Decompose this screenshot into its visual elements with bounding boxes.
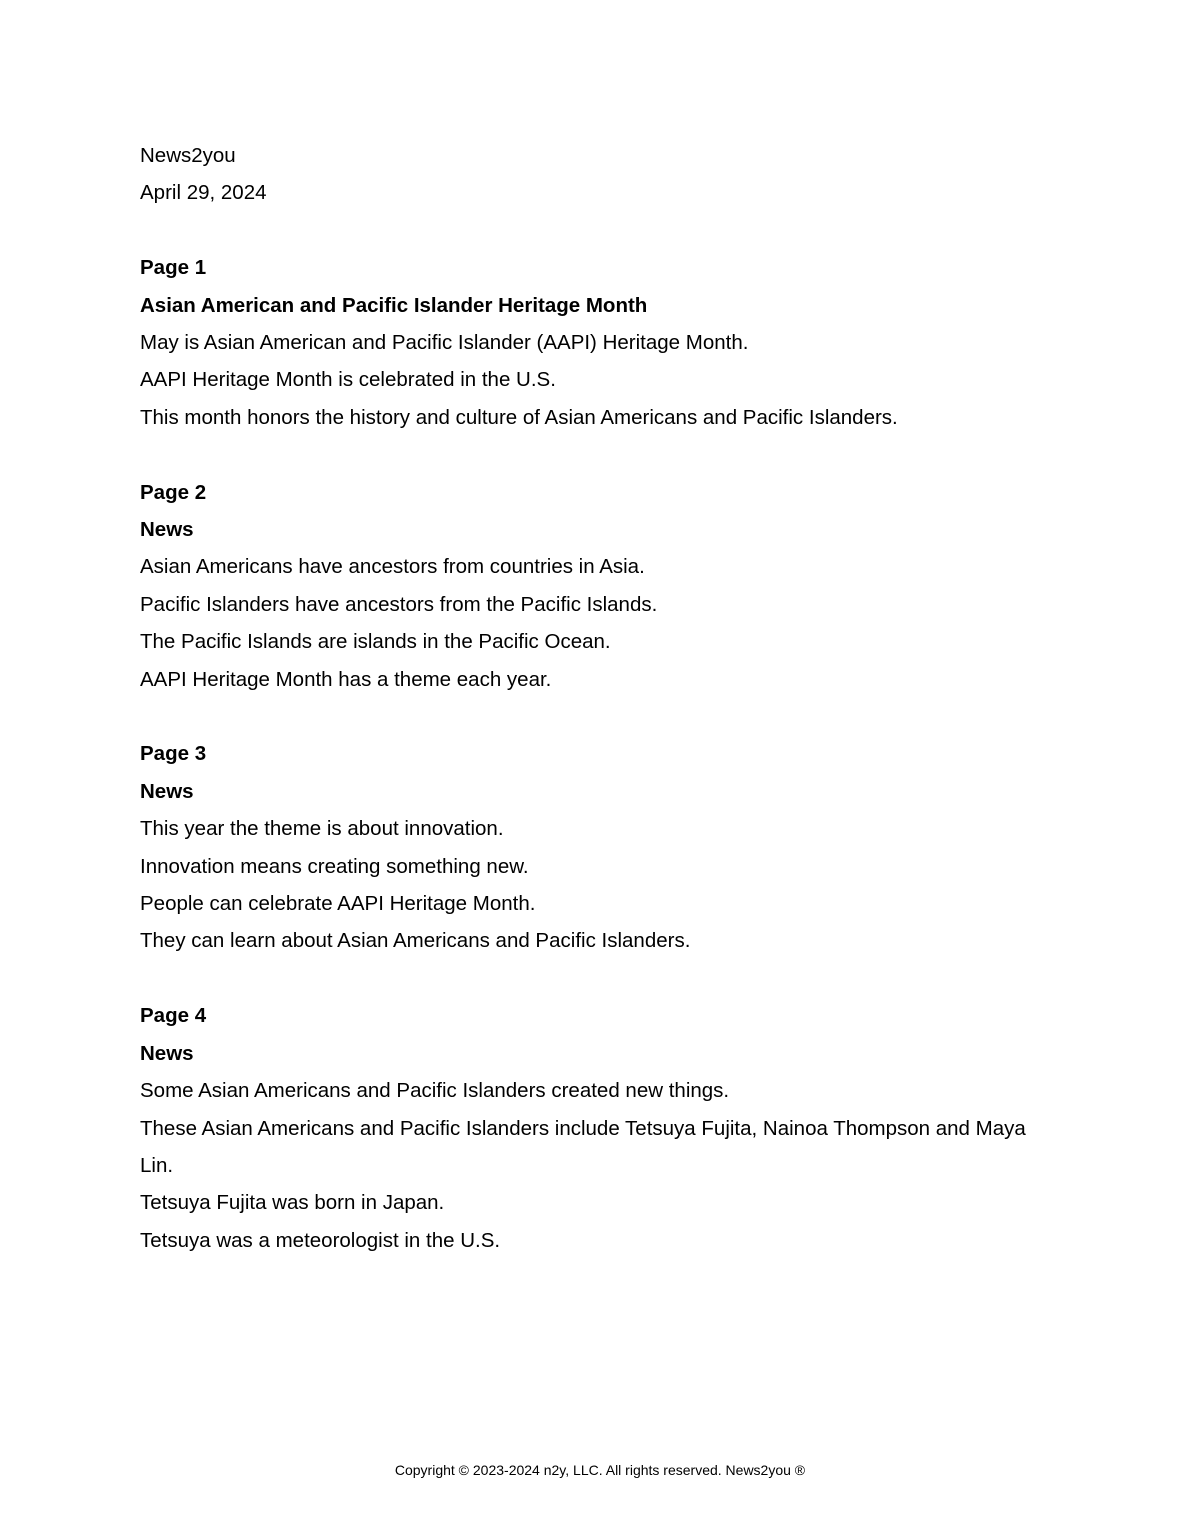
body-line: This year the theme is about innovation. [140, 817, 504, 841]
spacer [140, 698, 1060, 735]
section-page-1 [140, 249, 1060, 436]
publication-name: News2you [140, 144, 236, 167]
publication-date: April 29, 2024 [140, 181, 267, 205]
body-line: AAPI Heritage Month is celebrated in the U.S. [140, 368, 556, 392]
body-line: Some Asian Americans and Pacific Islanders created new things. [140, 1079, 730, 1103]
body-line: Tetsuya Fujita was born in Japan. [140, 1191, 445, 1215]
copyright-footer: Copyright © 2023-2024 n2y, LLC. All rights reserved. News2you ® [394, 1462, 806, 1478]
body-line: People can celebrate AAPI Heritage Month. [140, 892, 536, 916]
body-line: They can learn about Asian Americans and Pacific Islanders. [140, 929, 691, 953]
page-label: Page 1 [140, 256, 207, 280]
body-line: Tetsuya was a meteorologist in the U.S. [140, 1228, 501, 1252]
section-heading: News [140, 518, 194, 542]
section-heading: News [140, 1041, 194, 1065]
page-label: Page 3 [140, 742, 207, 766]
section-page-2 [140, 474, 1060, 698]
body-line: May is Asian American and Pacific Islander (AAPI) Heritage Month. [140, 331, 749, 355]
body-line: These Asian Americans and Pacific Islanders include Tetsuya Fujita, Nainoa Thompson and Maya Lin. [140, 1116, 1026, 1177]
page-label: Page 2 [140, 480, 207, 504]
page-label: Page 4 [140, 1004, 207, 1028]
body-line: AAPI Heritage Month has a theme each year. [140, 667, 552, 691]
body-line: Innovation means creating something new. [140, 854, 529, 878]
section-heading: News [140, 779, 194, 803]
spacer [140, 436, 1060, 473]
spacer [140, 960, 1060, 997]
body-line: Pacific Islanders have ancestors from the Pacific Islands. [140, 592, 658, 616]
spacer [140, 212, 1060, 249]
body-line: The Pacific Islands are islands in the Pacific Ocean. [140, 630, 611, 654]
document-body [140, 137, 1060, 1259]
section-page-3 [140, 735, 1060, 959]
section-page-4 [140, 997, 1060, 1259]
body-line: This month honors the history and culture of Asian Americans and Pacific Islanders. [140, 405, 898, 429]
section-heading: Asian American and Pacific Islander Heritage Month [140, 293, 648, 317]
body-line: Asian Americans have ancestors from countries in Asia. [140, 555, 645, 579]
